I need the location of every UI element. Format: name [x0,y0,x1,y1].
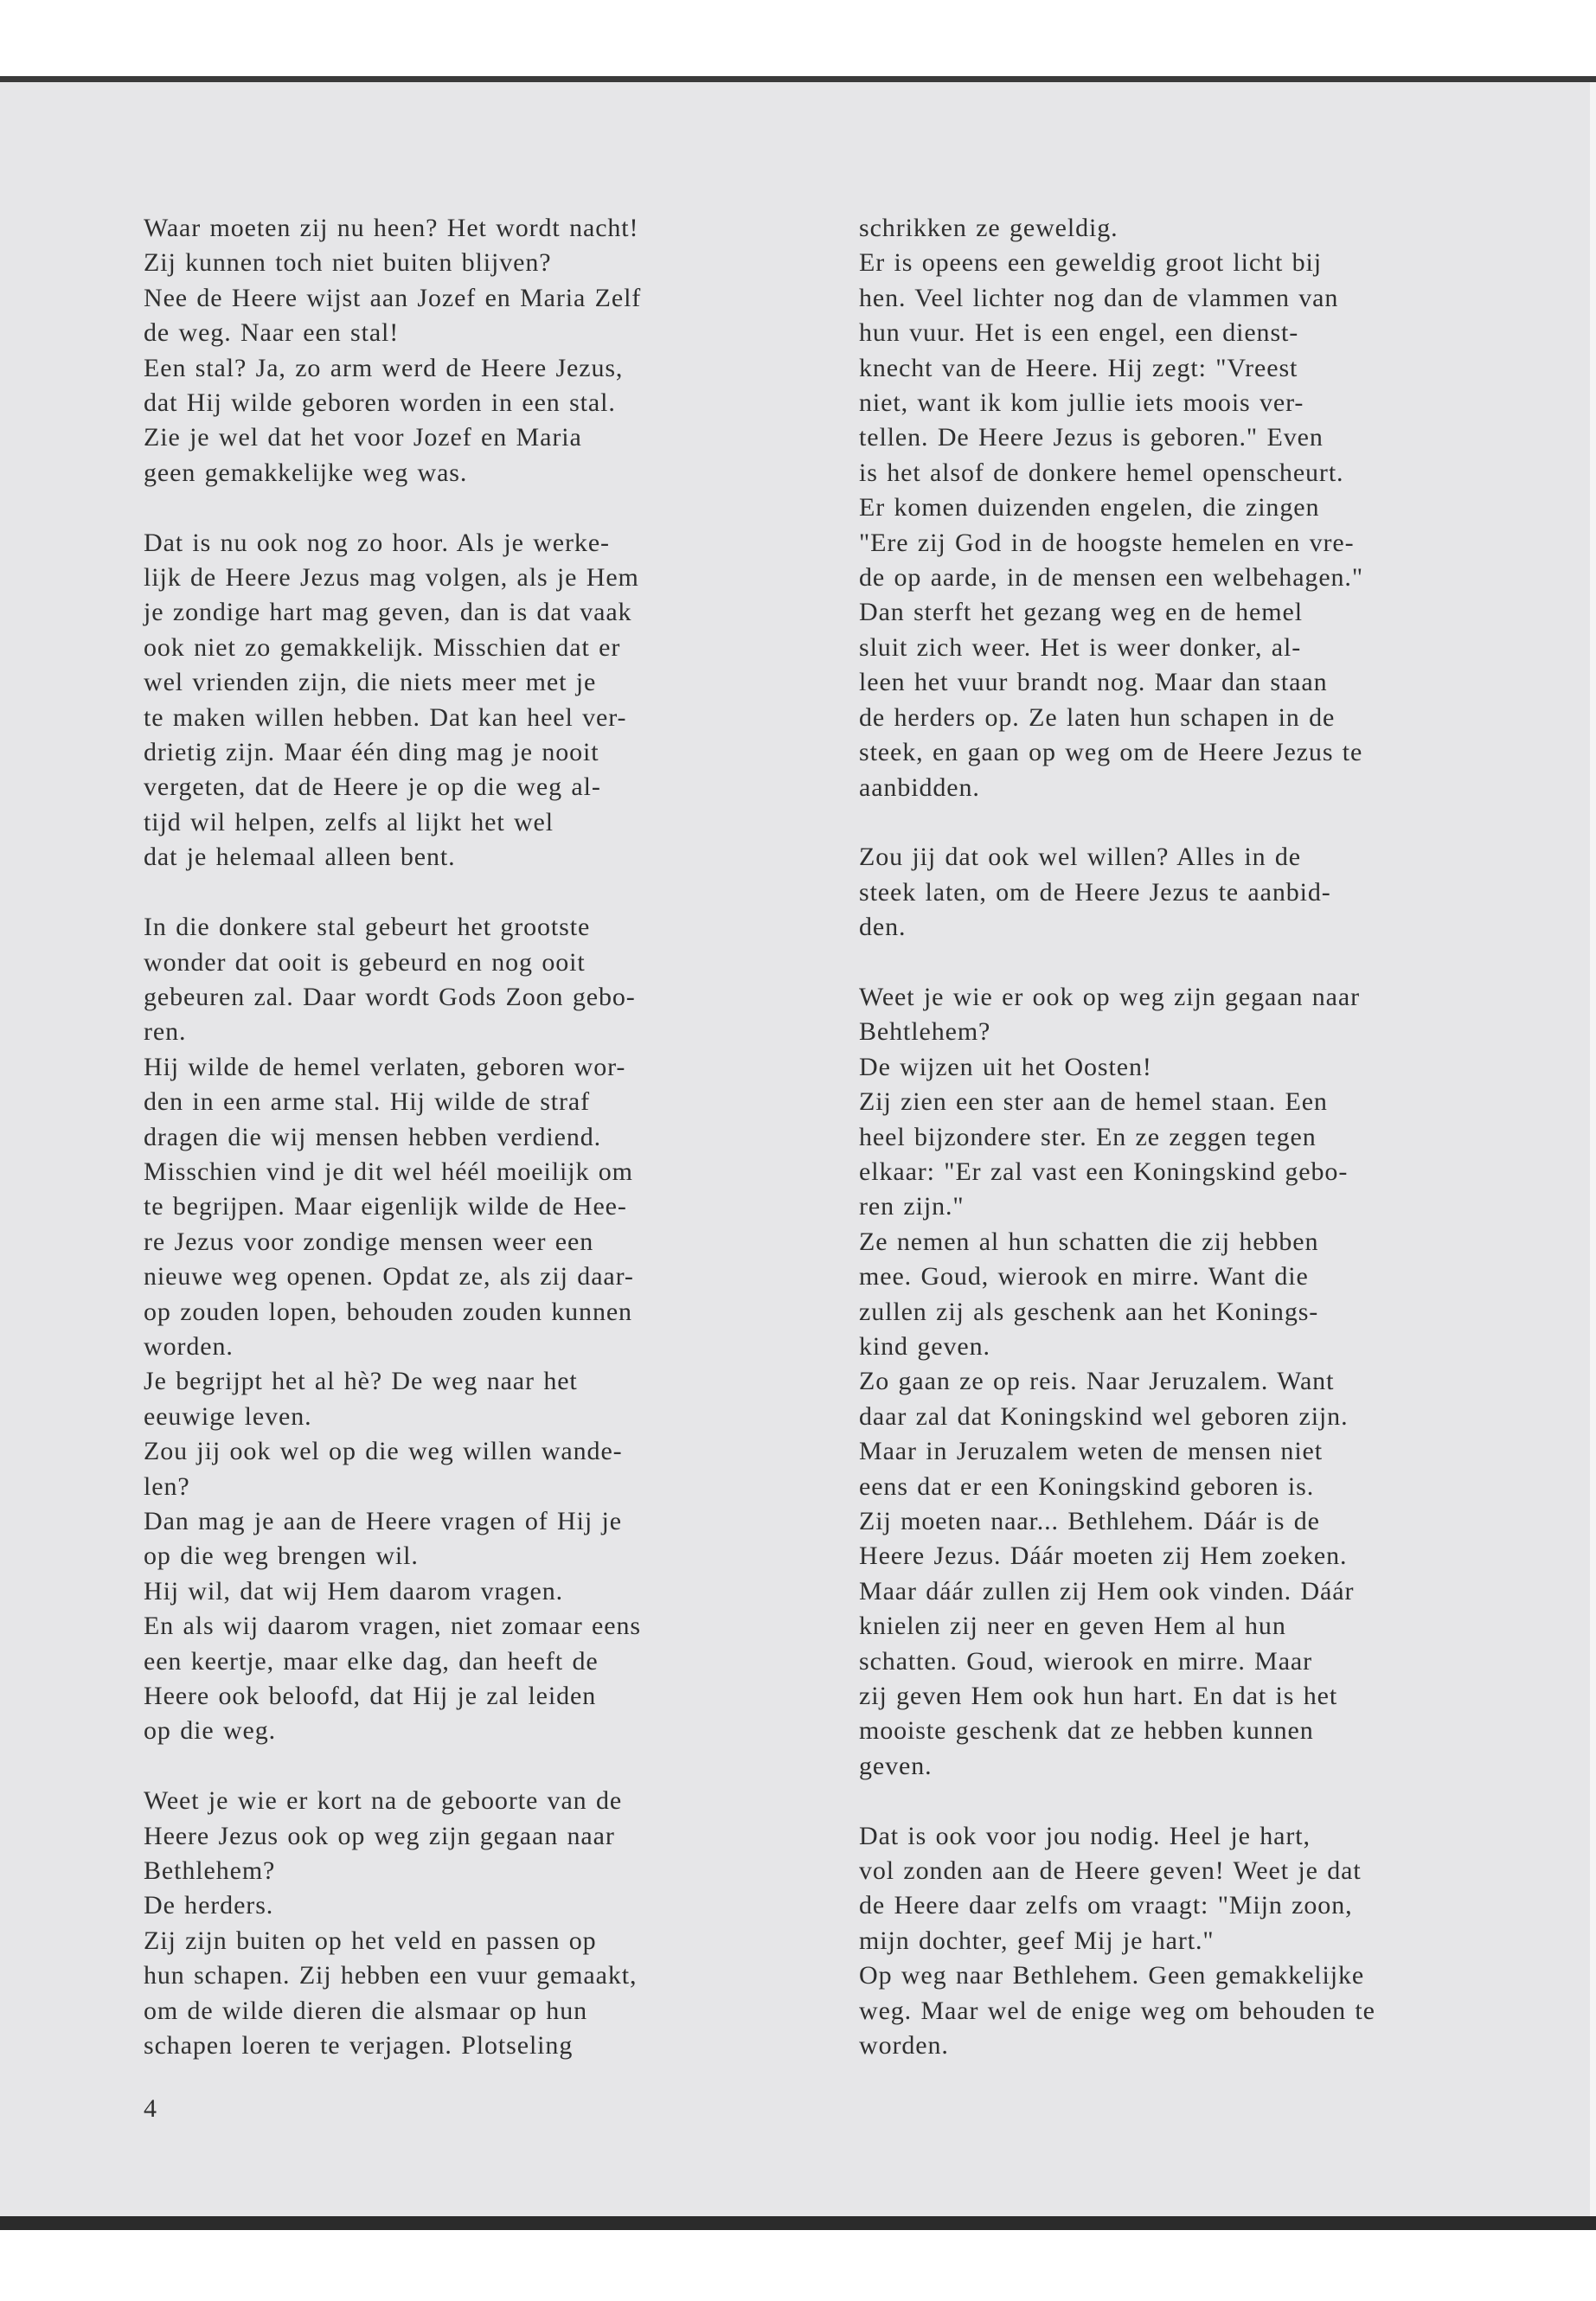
text-line: knecht van de Heere. Hij zegt: "Vreest [859,353,1298,382]
text-line: Dan mag je aan de Heere vragen of Hij je [144,1507,622,1535]
paragraph [144,910,827,1749]
text-line: ren zijn." [859,1192,965,1221]
paragraph [859,980,1551,1784]
text-line: schatten. Goud, wierook en mirre. Maar [859,1646,1313,1676]
text-line: ren. [144,1017,187,1047]
text-line: gebeuren zal. Daar wordt Gods Zoon gebo- [144,982,636,1011]
scan-top-margin [0,0,1596,76]
page-top-edge [0,76,1596,82]
text-line: mee. Goud, wierook en mirre. Want die [859,1262,1309,1292]
text-line: ook niet zo gemakkelijk. Misschien dat er [144,632,621,662]
text-line: Zij zijn buiten op het veld en passen op [144,1926,597,1955]
text-line: In die donkere stal gebeurt het grootste [144,913,591,942]
text-line: Zou jij dat ook wel willen? Alles in de [859,843,1302,872]
text-line: Zou jij ook wel op die weg willen wande- [144,1437,623,1466]
text-line: is het alsof de donkere hemel openscheurt. [859,458,1344,487]
text-line: Hij wil, dat wij Hem daarom vragen. [144,1576,564,1606]
text-line: op zouden lopen, behouden zouden kunnen [144,1297,632,1326]
text-line: nieuwe weg openen. Opdat ze, als zij daar- [144,1262,634,1292]
text-line: Nee de Heere wijst aan Jozef en Maria Zelf [144,283,642,312]
text-line: de Heere daar zelfs om vraagt: "Mijn zoon, [859,1891,1353,1920]
text-line: Weet je wie er kort na de geboorte van de [144,1786,623,1816]
text-line: Heere Jezus. Dáár moeten zij Hem zoeken. [859,1541,1348,1571]
text-line: Weet je wie er ook op weg zijn gegaan naar [859,982,1360,1011]
text-line: Zo gaan ze op reis. Naar Jeruzalem. Want [859,1367,1335,1396]
text-line: zij geven Hem ook hun hart. En dat is het [859,1682,1338,1711]
text-line: de op aarde, in de mensen een welbehagen." [859,563,1363,593]
text-line: Zij kunnen toch niet buiten blijven? [144,248,552,278]
text-line: Dan sterft het gezang weg en de hemel [859,598,1303,627]
text-line: geen gemakkelijke weg was. [144,458,468,487]
text-line: hun schapen. Zij hebben een vuur gemaakt, [144,1961,638,1990]
text-line: leen het vuur brandt nog. Maar dan staan [859,668,1328,697]
text-line: Ze nemen al hun schatten die zij hebben [859,1227,1319,1256]
text-line: wel vrienden zijn, die niets meer met je [144,668,597,697]
text-line: Bethlehem? [144,1856,276,1886]
text-line: Zij zien een ster aan de hemel staan. Een [859,1087,1328,1117]
text-line: De wijzen uit het Oosten! [859,1052,1152,1081]
text-line: hen. Veel lichter nog dan de vlammen van [859,283,1339,312]
text-line: te maken willen hebben. Dat kan heel ver- [144,702,627,732]
paragraph [859,840,1551,945]
text-line: op die weg. [144,1716,277,1746]
text-line: dragen die wij mensen hebben verdiend. [144,1122,602,1151]
text-line: Je begrijpt het al hè? De weg naar het [144,1367,578,1396]
text-line: eeuwige leven. [144,1401,312,1431]
text-line: elkaar: "Er zal vast een Koningskind gebo- [859,1157,1349,1186]
paragraph [144,211,827,490]
text-line: weg. Maar wel de enige weg om behouden te [859,1996,1375,2025]
text-line: vergeten, dat de Heere je op die weg al- [144,772,601,802]
text-line: Er komen duizenden engelen, die zingen [859,493,1320,522]
text-line: je zondige hart mag geven, dan is dat vaak [144,598,632,627]
text-line: mijn dochter, geef Mij je hart." [859,1926,1215,1955]
text-line: eens dat er een Koningskind geboren is. [859,1471,1315,1501]
text-line: schapen loeren te verjagen. Plotseling [144,2031,574,2061]
text-line: Zie je wel dat het voor Jozef en Maria [144,423,582,452]
paragraph [859,1819,1551,2064]
text-line: "Ere zij God in de hoogste hemelen en vre- [859,528,1355,557]
text-line: lijk de Heere Jezus mag volgen, als je Hem [144,563,639,593]
text-line: re Jezus voor zondige mensen weer een [144,1227,594,1256]
scan-bottom-margin [0,2230,1596,2301]
text-line: Heere Jezus ook op weg zijn gegaan naar [144,1821,615,1850]
page-right-edge [1590,82,1596,2216]
text-line: den. [859,913,907,942]
text-line: worden. [144,1331,234,1361]
text-line: mooiste geschenk dat ze hebben kunnen [859,1716,1314,1746]
text-line: schrikken ze geweldig. [859,214,1118,242]
text-line: om de wilde dieren die alsmaar op hun [144,1996,587,2025]
text-line: dat je helemaal alleen bent. [144,843,456,872]
text-line: Een stal? Ja, zo arm werd de Heere Jezus, [144,353,624,382]
text-line: Maar dáár zullen zij Hem ook vinden. Dáár [859,1576,1355,1606]
text-line: Dat is ook voor jou nodig. Heel je hart, [859,1821,1311,1850]
text-line: Behtlehem? [859,1017,991,1047]
paragraph [144,1784,827,2063]
paragraph [144,526,827,875]
text-line: Maar in Jeruzalem weten de mensen niet [859,1437,1323,1466]
text-line: niet, want ik kom jullie iets moois ver- [859,388,1304,418]
text-line: Hij wilde de hemel verlaten, geboren wor- [144,1052,626,1081]
text-line: Heere ook beloofd, dat Hij je zal leiden [144,1682,597,1711]
text-line: Dat is nu ook nog zo hoor. Als je werke- [144,528,610,557]
text-line: sluit zich weer. Het is weer donker, al- [859,632,1302,662]
text-line: drietig zijn. Maar één ding mag je nooit [144,738,599,767]
text-line: geven. [859,1751,933,1780]
text-line: een keertje, maar elke dag, dan heeft de [144,1646,599,1676]
text-line: Op weg naar Bethlehem. Geen gemakkelijke [859,1961,1365,1990]
text-line: tijd wil helpen, zelfs al lijkt het wel [144,807,554,836]
text-line: Er is opeens een geweldig groot licht bij [859,248,1322,278]
text-line: Waar moeten zij nu heen? Het wordt nacht! [144,214,639,242]
text-line: heel bijzondere ster. En ze zeggen tegen [859,1122,1317,1151]
text-line: zullen zij als geschenk aan het Konings- [859,1297,1319,1326]
text-line: En als wij daarom vragen, niet zomaar eens [144,1612,641,1641]
text-line: op die weg brengen wil. [144,1541,419,1571]
text-line: de weg. Naar een stal! [144,318,400,348]
text-line: den in een arme stal. Hij wilde de straf [144,1087,591,1117]
paragraph [859,211,1551,805]
text-line: len? [144,1471,190,1501]
right-text-column [859,211,1551,2063]
text-line: steek laten, om de Heere Jezus te aanbid- [859,877,1331,907]
text-line: De herders. [144,1891,274,1920]
text-line: aanbidden. [859,772,980,802]
text-line: dat Hij wilde geboren worden in een stal. [144,388,616,418]
text-line: Misschien vind je dit wel héél moeilijk om [144,1157,633,1186]
text-line: worden. [859,2031,949,2061]
text-line: Zij moeten naar... Bethlehem. Dáár is de [859,1507,1320,1535]
text-line: daar zal dat Koningskind wel geboren zijn. [859,1401,1349,1431]
text-line: steek, en gaan op weg om de Heere Jezus te [859,738,1363,767]
text-line: de herders op. Ze laten hun schapen in de [859,702,1336,732]
text-line: tellen. De Heere Jezus is geboren." Even [859,423,1324,452]
text-line: wonder dat ooit is gebeurd en nog ooit [144,947,586,977]
text-line: te begrijpen. Maar eigenlijk wilde de Hee- [144,1192,627,1221]
page-number: 4 [144,2094,157,2123]
page-bottom-edge [0,2216,1596,2230]
text-line: knielen zij neer en geven Hem al hun [859,1612,1286,1641]
left-text-column [144,211,827,2063]
text-line: kind geven. [859,1331,990,1361]
text-line: hun vuur. Het is een engel, een dienst- [859,318,1299,348]
text-line: vol zonden aan de Heere geven! Weet je dat [859,1856,1362,1886]
